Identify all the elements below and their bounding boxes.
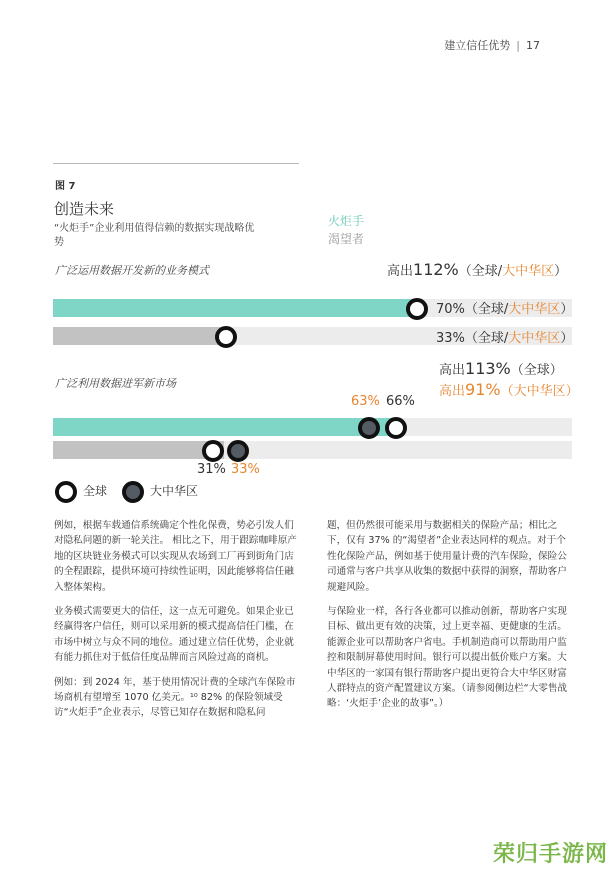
torchbearer-bar-2 [53, 418, 395, 436]
section1-higher-label [387, 260, 567, 279]
watermark-logo: 荣归手游网 [492, 842, 608, 867]
legend-global-label: 全球 [83, 484, 108, 498]
marker-global-torch-1 [406, 298, 428, 320]
marker-global-aspire-2 [202, 440, 224, 462]
figure-subtitle: “火炬手”企业利用值得信赖的数据实现战略优势 [54, 223, 255, 248]
section-title: 建立信任优势 [444, 39, 511, 52]
legend-global-marker [55, 481, 77, 503]
torch-label-open: （全球/ [464, 302, 509, 317]
section-title-2: 广泛利用数据进军新市场 [55, 377, 176, 390]
torch-label-china: 大中华区 [508, 302, 561, 317]
bar-track-2a [53, 418, 572, 436]
aspire-label-1 [436, 327, 573, 346]
body-right-column [327, 518, 573, 721]
higher-prefix: 高出 [387, 264, 414, 279]
legend-torchbearer: 火炬手 [328, 214, 365, 228]
page-number: 17 [526, 39, 540, 52]
marker-china-aspire-2 [227, 440, 249, 462]
higher-value: 112% [413, 260, 459, 279]
section2-china-higher [439, 380, 579, 399]
body-paragraph: 与保险业一样，各行各业都可以推动创新，帮助客户实现目标、做出更有效的决策，过上更幸福、更健康的生活。能源企业可以帮助客户省电。手机制造商可以帮助用户监控和限制屏幕使用时间。银行可以提出低价账户方案。大中华区的一家国有银行帮助客户提出更符合大中华区财富人群特点的资产配置建议方案。（请参阅侧边栏“大零售战略：‘火炬手’企业的故事”。） [327, 606, 568, 710]
aspire-china-label-2: 33% [231, 462, 260, 477]
running-header [444, 37, 540, 53]
section-title-1: 广泛运用数据开发新的业务模式 [55, 264, 209, 277]
figure-divider [53, 163, 299, 164]
legend-china-marker [122, 481, 144, 503]
global-prefix: 高出 [439, 363, 466, 378]
scope-close: ） [554, 264, 568, 279]
marker-global-aspire-1 [215, 326, 237, 348]
aspire-label-close: ） [560, 331, 574, 346]
marker-global-torch-2 [385, 417, 407, 439]
china-scope: （大中华区） [500, 384, 579, 399]
torchbearer-bar-1 [53, 299, 415, 317]
aspire-label-value: 33% [436, 331, 465, 346]
global-scope: （全球） [510, 363, 563, 378]
scope-open: （全球/ [458, 264, 503, 279]
body-paragraph: 例如：到 2024 年，基于使用情况计费的全球汽车保险市场商机有望增至 1070 亿美元。¹⁰ 82% 的保险领域受访“火炬手”企业表示，尽管已知存在数据和隐私问 [54, 676, 296, 719]
body-left-column [54, 518, 298, 730]
china-prefix: 高出 [439, 384, 466, 399]
header-separator: | [516, 39, 520, 52]
torch-china-label-2: 63% [351, 394, 380, 409]
torch-label-close: ） [560, 302, 574, 317]
global-value: 113% [465, 359, 511, 378]
legend-aspirer: 渴望者 [328, 232, 365, 246]
aspirer-bar-1 [53, 327, 224, 345]
aspirer-bar-2 [53, 441, 224, 459]
torch-global-label-2: 66% [386, 394, 415, 409]
body-paragraph: 例如，根据车载通信系统确定个性化保费，势必引发人们对隐私问题的新一轮关注。 相比之下，用于跟踪咖啡原产地的区块链业务模式可以实现从农场到工厂再到街角门店的全程跟踪，提供环境可持续性证明，因此能够将信任融入整体架构。 [54, 520, 297, 593]
marker-china-torch-2 [358, 417, 380, 439]
section2-global-higher [439, 359, 563, 378]
body-paragraph: 题，但仍然很可能采用与数据相关的保险产品；相比之下，仅有 37% 的“渴望者”企业表达同样的观点。对于个性化保险产品，例如基于使用量计费的汽车保险，保险公司通常与客户共享从收集的数据中获得的洞察，帮助客户规避风险。 [327, 520, 567, 593]
china-value: 91% [465, 380, 501, 399]
bar-track-2b [53, 441, 572, 459]
legend-china-label: 大中华区 [150, 484, 199, 498]
torch-label-value: 70% [436, 302, 465, 317]
torch-label-1 [436, 298, 573, 317]
aspire-label-china: 大中华区 [508, 331, 561, 346]
figure-label: 图 7 [55, 181, 76, 192]
aspire-label-open: （全球/ [464, 331, 509, 346]
figure-title: 创造未来 [54, 200, 115, 218]
aspire-global-label-2: 31% [197, 462, 226, 477]
scope-china: 大中华区 [502, 264, 555, 279]
body-paragraph: 业务模式需要更大的信任，这一点无可避免。如果企业已经赢得客户信任，则可以采用新的模式提高信任门槛，在市场中树立与众不同的地位。通过建立信任优势，企业就有能力抓住对于低信任度品牌而言风险过高的商机。 [54, 606, 294, 664]
